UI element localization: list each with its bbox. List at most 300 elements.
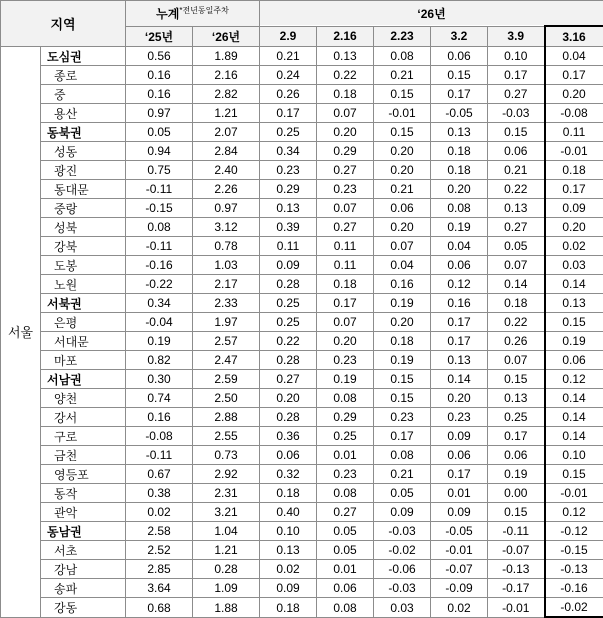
value-cell: 0.40 xyxy=(260,503,317,522)
value-cell: 0.21 xyxy=(260,47,317,66)
value-cell: 0.13 xyxy=(488,199,545,218)
district-label: 송파 xyxy=(41,579,126,598)
value-cell: 0.09 xyxy=(431,427,488,446)
value-cell: 2.57 xyxy=(193,332,260,351)
value-cell: 0.05 xyxy=(488,237,545,256)
value-cell: 0.08 xyxy=(374,446,431,465)
district-label: 관악 xyxy=(41,503,126,522)
value-cell: 1.04 xyxy=(193,522,260,541)
value-cell: 0.22 xyxy=(260,332,317,351)
value-cell: 0.20 xyxy=(317,123,374,142)
value-cell: -0.13 xyxy=(488,560,545,579)
value-cell: 0.17 xyxy=(431,332,488,351)
district-label: 강서 xyxy=(41,408,126,427)
value-cell: 0.12 xyxy=(545,370,603,389)
value-cell: 0.25 xyxy=(260,294,317,313)
table-row xyxy=(1,66,603,85)
value-cell: 0.15 xyxy=(374,123,431,142)
value-cell: 0.20 xyxy=(374,313,431,332)
value-cell: 0.19 xyxy=(545,332,603,351)
value-cell: 0.13 xyxy=(488,389,545,408)
value-cell: 0.29 xyxy=(260,180,317,199)
cumulative-header xyxy=(126,1,260,27)
value-cell: 0.75 xyxy=(126,161,193,180)
value-cell: 0.27 xyxy=(488,218,545,237)
week-header: 3.9 xyxy=(488,26,545,47)
table-row xyxy=(1,541,603,560)
value-cell: 0.82 xyxy=(126,351,193,370)
value-cell: 0.05 xyxy=(317,522,374,541)
value-cell: 0.01 xyxy=(431,484,488,503)
table-row xyxy=(1,47,603,66)
value-cell: 0.13 xyxy=(260,541,317,560)
value-cell: 0.27 xyxy=(317,161,374,180)
table-row xyxy=(1,180,603,199)
value-cell: -0.01 xyxy=(488,598,545,618)
value-cell: 0.09 xyxy=(260,256,317,275)
value-cell: 2.47 xyxy=(193,351,260,370)
value-cell: 0.17 xyxy=(545,180,603,199)
value-cell: 0.73 xyxy=(193,446,260,465)
value-cell: 0.05 xyxy=(126,123,193,142)
value-cell: 0.28 xyxy=(260,351,317,370)
value-cell: 0.08 xyxy=(431,199,488,218)
value-cell: 0.18 xyxy=(317,275,374,294)
value-cell: 0.05 xyxy=(374,484,431,503)
table-row xyxy=(1,199,603,218)
value-cell: -0.03 xyxy=(488,104,545,123)
table-row xyxy=(1,446,603,465)
value-cell: -0.02 xyxy=(545,598,603,618)
value-cell: 0.07 xyxy=(317,313,374,332)
table-row xyxy=(1,484,603,503)
value-cell: 2.55 xyxy=(193,427,260,446)
value-cell: 0.12 xyxy=(431,275,488,294)
value-cell: -0.05 xyxy=(431,522,488,541)
value-cell: -0.11 xyxy=(126,446,193,465)
district-label: 영등포 xyxy=(41,465,126,484)
value-cell: 0.15 xyxy=(488,503,545,522)
value-cell: 0.36 xyxy=(260,427,317,446)
value-cell: 0.15 xyxy=(431,66,488,85)
value-cell: 0.04 xyxy=(431,237,488,256)
value-cell: -0.06 xyxy=(374,560,431,579)
region-group-label: 동남권 xyxy=(41,522,126,541)
value-cell: 2.07 xyxy=(193,123,260,142)
value-cell: 0.22 xyxy=(488,180,545,199)
district-label: 강남 xyxy=(41,560,126,579)
value-cell: 0.18 xyxy=(260,598,317,618)
value-cell: 0.27 xyxy=(317,218,374,237)
value-cell: 2.40 xyxy=(193,161,260,180)
value-cell: 0.14 xyxy=(545,389,603,408)
district-label: 성북 xyxy=(41,218,126,237)
district-label: 중 xyxy=(41,85,126,104)
value-cell: 0.18 xyxy=(545,161,603,180)
col-header-25: ‘25년 xyxy=(126,26,193,47)
value-cell: 0.17 xyxy=(488,427,545,446)
table-row xyxy=(1,579,603,598)
value-cell: 0.17 xyxy=(374,427,431,446)
table-row xyxy=(1,218,603,237)
value-cell: 0.07 xyxy=(317,104,374,123)
table-row xyxy=(1,332,603,351)
value-cell: 0.04 xyxy=(545,47,603,66)
value-cell: 0.09 xyxy=(260,579,317,598)
district-label: 동작 xyxy=(41,484,126,503)
value-cell: 0.11 xyxy=(317,237,374,256)
value-cell: 2.85 xyxy=(126,560,193,579)
value-cell: 0.94 xyxy=(126,142,193,161)
value-cell: 0.05 xyxy=(317,541,374,560)
value-cell: -0.15 xyxy=(126,199,193,218)
value-cell: -0.22 xyxy=(126,275,193,294)
value-cell: 0.25 xyxy=(260,313,317,332)
table-row xyxy=(1,598,603,618)
value-cell: 0.17 xyxy=(431,465,488,484)
district-label: 양천 xyxy=(41,389,126,408)
district-label: 강동 xyxy=(41,598,126,618)
value-cell: 0.15 xyxy=(545,313,603,332)
value-cell: 0.21 xyxy=(374,465,431,484)
cumulative-note: *전년동일주차 xyxy=(179,6,228,15)
value-cell: 0.68 xyxy=(126,598,193,618)
table-row xyxy=(1,408,603,427)
value-cell: -0.13 xyxy=(545,560,603,579)
week-header-latest: 3.16 xyxy=(545,26,603,47)
value-cell: 0.15 xyxy=(488,370,545,389)
value-cell: 0.16 xyxy=(374,275,431,294)
value-cell: 0.20 xyxy=(545,218,603,237)
value-cell: 0.10 xyxy=(545,446,603,465)
value-cell: 0.21 xyxy=(488,161,545,180)
value-cell: -0.07 xyxy=(431,560,488,579)
value-cell: 0.08 xyxy=(374,47,431,66)
value-cell: -0.01 xyxy=(545,484,603,503)
value-cell: 1.88 xyxy=(193,598,260,618)
value-cell: 0.07 xyxy=(317,199,374,218)
value-cell: 0.25 xyxy=(260,123,317,142)
table-row xyxy=(1,351,603,370)
value-cell: -0.01 xyxy=(431,541,488,560)
district-label: 중랑 xyxy=(41,199,126,218)
value-cell: 0.15 xyxy=(488,123,545,142)
value-cell: 0.20 xyxy=(260,389,317,408)
value-cell: 0.78 xyxy=(193,237,260,256)
value-cell: 0.06 xyxy=(317,579,374,598)
value-cell: -0.11 xyxy=(488,522,545,541)
district-label: 성동 xyxy=(41,142,126,161)
value-cell: 0.06 xyxy=(545,351,603,370)
value-cell: 0.01 xyxy=(317,560,374,579)
value-cell: 0.22 xyxy=(317,66,374,85)
value-cell: 2.88 xyxy=(193,408,260,427)
value-cell: 0.27 xyxy=(488,85,545,104)
table-row xyxy=(1,142,603,161)
value-cell: 0.01 xyxy=(317,446,374,465)
value-cell: 0.14 xyxy=(431,370,488,389)
value-cell: 0.00 xyxy=(488,484,545,503)
district-label: 종로 xyxy=(41,66,126,85)
value-cell: 0.18 xyxy=(260,484,317,503)
value-cell: 0.21 xyxy=(374,66,431,85)
value-cell: 1.21 xyxy=(193,104,260,123)
value-cell: -0.15 xyxy=(545,541,603,560)
value-cell: 0.28 xyxy=(260,275,317,294)
value-cell: 0.19 xyxy=(374,294,431,313)
value-cell: 0.16 xyxy=(431,294,488,313)
value-cell: 0.74 xyxy=(126,389,193,408)
table-row xyxy=(1,427,603,446)
table-row xyxy=(1,275,603,294)
week-header: 3.2 xyxy=(431,26,488,47)
value-cell: 0.13 xyxy=(545,294,603,313)
value-cell: -0.05 xyxy=(431,104,488,123)
value-cell: -0.01 xyxy=(374,104,431,123)
table-body xyxy=(1,47,603,618)
value-cell: 0.20 xyxy=(374,142,431,161)
value-cell: 0.20 xyxy=(431,389,488,408)
value-cell: 0.10 xyxy=(260,522,317,541)
city-label: 서울 xyxy=(1,47,41,618)
value-cell: 0.23 xyxy=(317,465,374,484)
value-cell: 0.06 xyxy=(260,446,317,465)
value-cell: 2.16 xyxy=(193,66,260,85)
value-cell: 0.14 xyxy=(488,275,545,294)
value-cell: 0.34 xyxy=(126,294,193,313)
value-cell: 0.16 xyxy=(126,85,193,104)
value-cell: 0.26 xyxy=(488,332,545,351)
value-cell: 0.06 xyxy=(488,142,545,161)
district-label: 구로 xyxy=(41,427,126,446)
header-row-top xyxy=(1,1,603,27)
table-row xyxy=(1,522,603,541)
value-cell: 0.22 xyxy=(488,313,545,332)
value-cell: 0.15 xyxy=(374,370,431,389)
value-cell: 0.19 xyxy=(317,370,374,389)
value-cell: 0.20 xyxy=(374,218,431,237)
value-cell: 0.11 xyxy=(260,237,317,256)
value-cell: 2.84 xyxy=(193,142,260,161)
value-cell: 2.82 xyxy=(193,85,260,104)
value-cell: 0.14 xyxy=(545,408,603,427)
value-cell: 0.67 xyxy=(126,465,193,484)
value-cell: 3.21 xyxy=(193,503,260,522)
value-cell: 0.19 xyxy=(431,218,488,237)
value-cell: -0.03 xyxy=(374,522,431,541)
district-label: 마포 xyxy=(41,351,126,370)
value-cell: 0.19 xyxy=(374,351,431,370)
table-row xyxy=(1,313,603,332)
value-cell: 0.02 xyxy=(431,598,488,618)
value-cell: 0.07 xyxy=(488,256,545,275)
table-row xyxy=(1,294,603,313)
value-cell: 0.13 xyxy=(317,47,374,66)
value-cell: 0.26 xyxy=(260,85,317,104)
value-cell: -0.08 xyxy=(545,104,603,123)
value-cell: 2.33 xyxy=(193,294,260,313)
table-row xyxy=(1,237,603,256)
value-cell: -0.11 xyxy=(126,237,193,256)
col-header-26: ‘26년 xyxy=(193,26,260,47)
value-cell: -0.07 xyxy=(488,541,545,560)
value-cell: 0.17 xyxy=(260,104,317,123)
value-cell: 0.12 xyxy=(545,503,603,522)
value-cell: 0.02 xyxy=(545,237,603,256)
value-cell: 0.23 xyxy=(431,408,488,427)
table-row xyxy=(1,104,603,123)
district-label: 서초 xyxy=(41,541,126,560)
value-cell: 2.58 xyxy=(126,522,193,541)
table-row xyxy=(1,256,603,275)
value-cell: 0.13 xyxy=(260,199,317,218)
value-cell: 0.20 xyxy=(374,161,431,180)
value-cell: 0.15 xyxy=(545,465,603,484)
value-cell: 0.16 xyxy=(126,66,193,85)
value-cell: -0.01 xyxy=(545,142,603,161)
value-cell: 0.23 xyxy=(317,351,374,370)
value-cell: 2.59 xyxy=(193,370,260,389)
district-label: 광진 xyxy=(41,161,126,180)
value-cell: 1.97 xyxy=(193,313,260,332)
value-cell: 0.18 xyxy=(488,294,545,313)
value-cell: 0.07 xyxy=(488,351,545,370)
value-cell: 0.28 xyxy=(193,560,260,579)
value-cell: 0.02 xyxy=(260,560,317,579)
value-cell: -0.09 xyxy=(431,579,488,598)
value-cell: 0.08 xyxy=(317,484,374,503)
value-cell: 0.19 xyxy=(126,332,193,351)
value-cell: 1.09 xyxy=(193,579,260,598)
value-cell: 0.11 xyxy=(545,123,603,142)
value-cell: -0.17 xyxy=(488,579,545,598)
value-cell: 0.09 xyxy=(374,503,431,522)
year-26-header: ‘26년 xyxy=(260,1,603,27)
value-cell: 0.29 xyxy=(317,142,374,161)
value-cell: 0.56 xyxy=(126,47,193,66)
value-cell: 0.08 xyxy=(317,389,374,408)
value-cell: 0.17 xyxy=(431,85,488,104)
value-cell: 0.14 xyxy=(545,427,603,446)
cumulative-label: 누계 xyxy=(156,7,179,21)
value-cell: 0.04 xyxy=(374,256,431,275)
value-cell: 0.06 xyxy=(488,446,545,465)
value-cell: -0.04 xyxy=(126,313,193,332)
district-label: 금천 xyxy=(41,446,126,465)
value-cell: 0.15 xyxy=(374,389,431,408)
value-cell: 0.07 xyxy=(374,237,431,256)
value-cell: 0.23 xyxy=(317,180,374,199)
value-cell: 0.27 xyxy=(317,503,374,522)
table-row xyxy=(1,161,603,180)
table-row xyxy=(1,85,603,104)
value-cell: 1.21 xyxy=(193,541,260,560)
table-row xyxy=(1,389,603,408)
value-cell: 0.17 xyxy=(488,66,545,85)
value-cell: -0.16 xyxy=(545,579,603,598)
region-group-label: 동북권 xyxy=(41,123,126,142)
value-cell: 2.92 xyxy=(193,465,260,484)
value-cell: 0.06 xyxy=(431,256,488,275)
value-cell: -0.16 xyxy=(126,256,193,275)
value-cell: 0.25 xyxy=(317,427,374,446)
value-cell: 0.11 xyxy=(317,256,374,275)
table-row xyxy=(1,465,603,484)
value-cell: 0.03 xyxy=(374,598,431,618)
value-cell: 0.16 xyxy=(126,408,193,427)
value-cell: 0.18 xyxy=(431,142,488,161)
value-cell: 0.39 xyxy=(260,218,317,237)
value-cell: 0.18 xyxy=(317,85,374,104)
value-cell: 0.29 xyxy=(317,408,374,427)
value-cell: 0.97 xyxy=(126,104,193,123)
value-cell: 0.08 xyxy=(126,218,193,237)
table-row xyxy=(1,123,603,142)
value-cell: 1.89 xyxy=(193,47,260,66)
district-label: 도봉 xyxy=(41,256,126,275)
value-cell: 2.17 xyxy=(193,275,260,294)
value-cell: 0.34 xyxy=(260,142,317,161)
value-cell: 0.14 xyxy=(545,275,603,294)
value-cell: -0.03 xyxy=(374,579,431,598)
value-cell: 0.06 xyxy=(374,199,431,218)
value-cell: 3.12 xyxy=(193,218,260,237)
value-cell: 0.09 xyxy=(545,199,603,218)
value-cell: 0.10 xyxy=(488,47,545,66)
value-cell: 0.20 xyxy=(431,180,488,199)
value-cell: 1.03 xyxy=(193,256,260,275)
table-row xyxy=(1,560,603,579)
week-header: 2.16 xyxy=(317,26,374,47)
value-cell: 0.02 xyxy=(126,503,193,522)
value-cell: 0.08 xyxy=(317,598,374,618)
value-cell: 0.97 xyxy=(193,199,260,218)
value-cell: -0.11 xyxy=(126,180,193,199)
value-cell: 0.06 xyxy=(431,446,488,465)
value-cell: 0.20 xyxy=(317,332,374,351)
value-cell: 0.03 xyxy=(545,256,603,275)
value-cell: -0.08 xyxy=(126,427,193,446)
value-cell: 0.25 xyxy=(488,408,545,427)
value-cell: 2.31 xyxy=(193,484,260,503)
value-cell: 0.13 xyxy=(431,123,488,142)
value-cell: 0.23 xyxy=(374,408,431,427)
value-cell: 0.18 xyxy=(431,161,488,180)
value-cell: 0.17 xyxy=(545,66,603,85)
value-cell: -0.12 xyxy=(545,522,603,541)
district-label: 동대문 xyxy=(41,180,126,199)
district-label: 노원 xyxy=(41,275,126,294)
week-header: 2.23 xyxy=(374,26,431,47)
value-cell: 0.18 xyxy=(374,332,431,351)
value-cell: 0.23 xyxy=(260,161,317,180)
value-cell: 0.19 xyxy=(488,465,545,484)
value-cell: 0.21 xyxy=(374,180,431,199)
value-cell: 0.38 xyxy=(126,484,193,503)
value-cell: 0.17 xyxy=(317,294,374,313)
value-cell: 0.06 xyxy=(431,47,488,66)
value-cell: 0.15 xyxy=(374,85,431,104)
week-header: 2.9 xyxy=(260,26,317,47)
value-cell: 2.52 xyxy=(126,541,193,560)
district-label: 용산 xyxy=(41,104,126,123)
value-cell: 2.50 xyxy=(193,389,260,408)
table-row xyxy=(1,503,603,522)
value-cell: 2.26 xyxy=(193,180,260,199)
region-header: 지역 xyxy=(1,1,126,47)
district-label: 서대문 xyxy=(41,332,126,351)
value-cell: 3.64 xyxy=(126,579,193,598)
